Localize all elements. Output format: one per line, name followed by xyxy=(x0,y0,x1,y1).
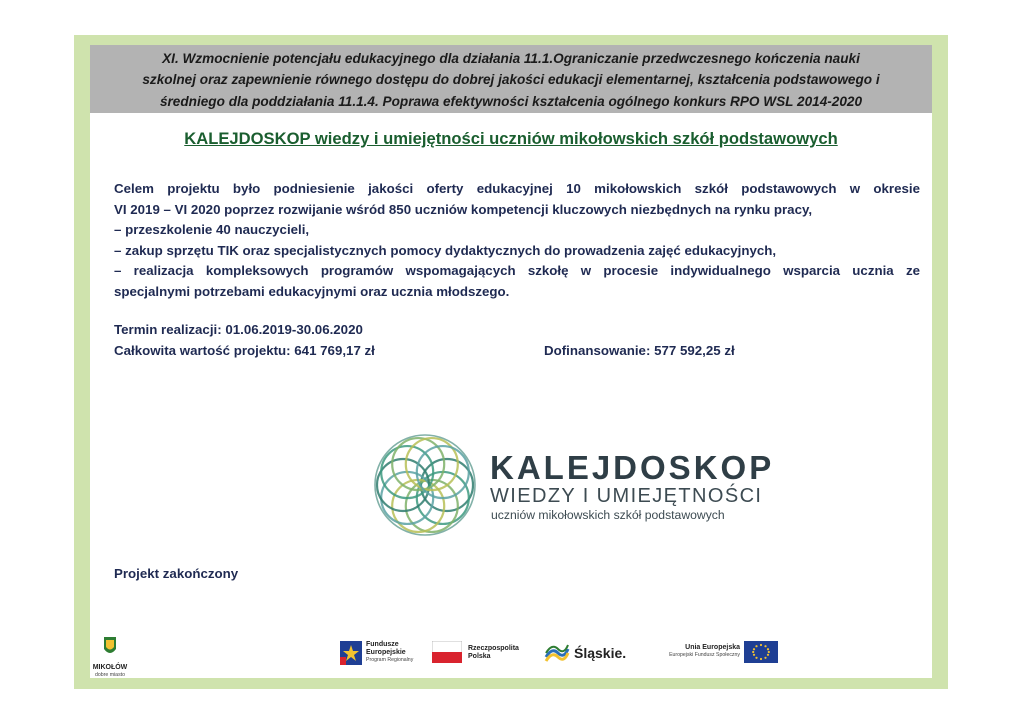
fundusze-europejskie-logo xyxy=(340,639,430,673)
header-box xyxy=(90,45,932,113)
fe-line2: Europejskie xyxy=(366,649,406,656)
eu-flag-icon xyxy=(744,641,778,663)
description-line: – zakup sprzętu TIK oraz specjalistycznych pomocy dydaktycznych do prowadzenia zajęć edukacyjnych, xyxy=(114,242,777,258)
page-content xyxy=(90,45,932,678)
rp-line1: Rzeczpospolita xyxy=(468,645,519,652)
slaskie-label: Śląskie. xyxy=(574,645,627,661)
polish-flag-icon xyxy=(432,641,462,663)
project-description xyxy=(114,179,920,303)
description-line: – realizacja kompleksowych programów wspomagających szkołę w procesie indywidualnego wsparcia ucznia ze xyxy=(114,263,920,279)
fe-star-icon xyxy=(340,639,362,667)
rzeczpospolita-polska-logo xyxy=(432,641,532,671)
mikolow-logo xyxy=(90,635,130,678)
project-term: Termin realizacji: 01.06.2019-30.06.2020 xyxy=(114,322,363,337)
header-line: szkolnej oraz zapewnienie równego dostępu do dobrej jakości edukacji elementarnej, kształcenia podstawowego i xyxy=(142,72,880,88)
rp-line2: Polska xyxy=(468,653,491,660)
kalejdoskop-logo-text xyxy=(490,451,774,523)
mikolow-label: MIKOŁÓW xyxy=(92,664,128,671)
mikolow-sublabel: dobre miasto xyxy=(95,672,125,678)
description-line: Celem projektu było podniesienie jakości oferty edukacyjnej 10 mikołowskich szkół podstawowych w okresie xyxy=(114,181,920,196)
logo-text-line2: WIEDZY I UMIEJĘTNOŚCI xyxy=(490,485,763,507)
header-line: średniego dla poddziałania 11.1.4. Poprawa efektywności kształcenia ogólnego konkurs RPO WSL 2014-2020 xyxy=(159,93,863,109)
fe-line3: Program Regionalny xyxy=(366,657,414,663)
description-line: specjalnymi potrzebami edukacyjnymi oraz ucznia młodszego. xyxy=(114,283,510,299)
project-title: KALEJDOSKOP wiedzy i umiejętności uczniów mikołowskich szkół podstawowych xyxy=(184,129,838,148)
mikolow-crest-icon xyxy=(90,635,130,659)
ue-line2: Europejski Fundusz Społeczny xyxy=(669,652,740,658)
header-line: XI. Wzmocnienie potencjału edukacyjnego dla działania 11.1.Ograniczanie przedwczesnego kończenia nauki xyxy=(162,51,860,66)
project-funding: Dofinansowanie: 577 592,25 zł xyxy=(544,342,735,358)
ue-line1: Unia Europejska xyxy=(685,644,740,651)
description-line: – przeszkolenie 40 nauczycieli, xyxy=(114,222,310,238)
kalejdoskop-logo-icon xyxy=(370,430,480,545)
slaskie-wave-icon xyxy=(544,641,570,663)
fe-line1: Fundusze xyxy=(366,641,399,648)
logo-text-line1: KALEJDOSKOP xyxy=(490,449,775,486)
project-meta xyxy=(114,320,920,361)
project-total-value: Całkowita wartość projektu: 641 769,17 zł xyxy=(114,342,375,358)
unia-europejska-logo xyxy=(666,641,786,671)
logo-ring xyxy=(375,435,475,535)
slaskie-logo xyxy=(544,641,644,671)
logo-text-line3: uczniów mikołowskich szkół podstawowych xyxy=(491,508,725,522)
footer-logos xyxy=(90,635,932,678)
project-status: Projekt zakończony xyxy=(114,566,239,581)
description-line: VI 2019 – VI 2020 poprzez rozwijanie wśród 850 uczniów kompetencji kluczowych niezbędnych na rynku pracy, xyxy=(114,201,813,217)
